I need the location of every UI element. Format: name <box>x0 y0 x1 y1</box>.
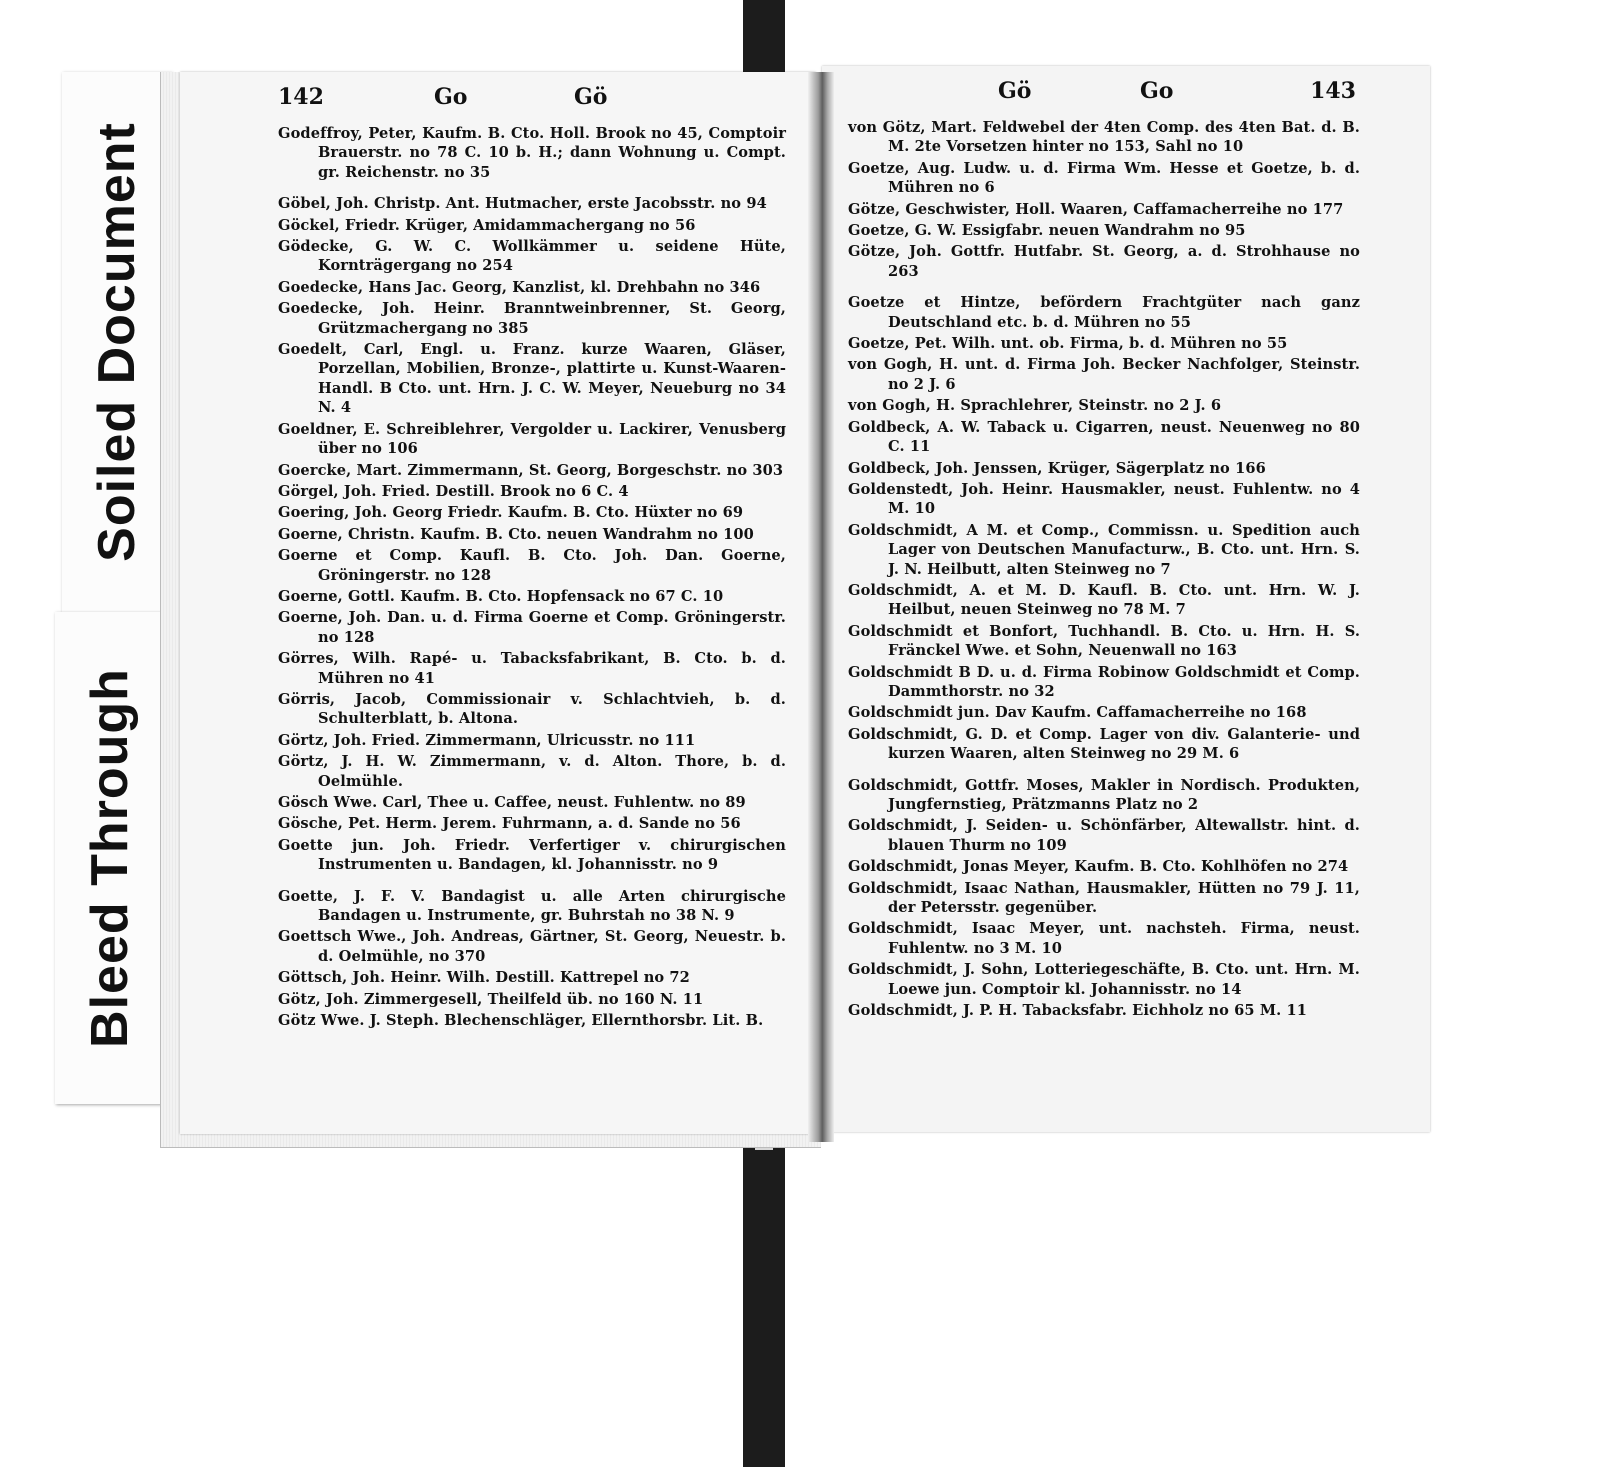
directory-entry: Goetze, Pet. Wilh. unt. ob. Firma, b. d. Mühren no 55 <box>848 335 1288 353</box>
soiled-document-text: Soiled Document <box>88 122 146 562</box>
right-entry-list <box>848 118 1360 1020</box>
binding-strip-bottom <box>743 1142 785 1467</box>
directory-entry: Goldschmidt, Isaac Nathan, Hausmakler, Hütten no 79 J. 11, der Petersstr. gegenüber. <box>848 879 1360 917</box>
bleed-through-label <box>55 612 165 1104</box>
directory-entry: Goedecke, Hans Jac. Georg, Kanzlist, kl. Drehbahn no 346 <box>278 278 761 296</box>
directory-entry: Goldschmidt, A M. et Comp., Commissn. u. Spedition auch Lager von Deutschen Manufacturw., B. Cto. unt. Hrn. S. J. N. Heilbutt, alten Steinweg no 7 <box>848 521 1360 578</box>
directory-entry: Goldschmidt et Bonfort, Tuchhandl. B. Cto. u. Hrn. H. S. Fränckel Wwe. et Sohn, Neuenwall no 163 <box>848 622 1360 660</box>
directory-entry: Götze, Joh. Gottfr. Hutfabr. St. Georg, a. d. Strohhause no 263 <box>848 243 1360 280</box>
directory-entry: Görris, Jacob, Commissionair v. Schlachtvieh, b. d. Schulterblatt, b. Altona. <box>278 690 786 728</box>
bleed-through-text: Bleed Through <box>81 668 139 1048</box>
right-page-number: 143 <box>1310 78 1356 104</box>
left-page-content <box>278 84 786 1032</box>
directory-entry: Godeffroy, Peter, Kaufm. B. Cto. Holl. Brook no 45, Comptoir Brauerstr. no 78 C. 10 b. H.; dann Wohnung u. Compt. gr. Reichenstr. no 35 <box>278 125 786 181</box>
left-entry-list <box>278 124 786 1030</box>
left-page-number: 142 <box>278 84 324 110</box>
directory-entry: Goette, J. F. V. Bandagist u. alle Arten chirurgische Bandagen u. Instrumente, gr. Buhrstah no 38 N. 9 <box>278 887 786 925</box>
directory-entry: Götz, Joh. Zimmergesell, Theilfeld üb. no 160 N. 11 <box>278 990 704 1008</box>
directory-entry: Goerne, Joh. Dan. u. d. Firma Goerne et Comp. Gröningerstr. no 128 <box>278 609 786 646</box>
left-running-head <box>278 84 786 124</box>
directory-entry: Goerne, Christn. Kaufm. B. Cto. neuen Wandrahm no 100 <box>278 525 754 543</box>
soiled-document-label <box>62 72 172 612</box>
left-head-letters-1: Go <box>434 84 468 110</box>
directory-entry: Goettsch Wwe., Joh. Andreas, Gärtner, St. Georg, Neuestr. b. d. Oelmühle, no 370 <box>278 928 786 965</box>
directory-entry: Goetze, Aug. Ludw. u. d. Firma Wm. Hesse et Goetze, b. d. Mühren no 6 <box>848 159 1360 197</box>
directory-entry: von Gogh, H. unt. d. Firma Joh. Becker Nachfolger, Steinstr. no 2 J. 6 <box>848 356 1360 393</box>
left-head-letters-2: Gö <box>574 84 608 110</box>
directory-entry: Göttsch, Joh. Heinr. Wilh. Destill. Kattrepel no 72 <box>278 969 690 987</box>
directory-entry: Goering, Joh. Georg Friedr. Kaufm. B. Cto. Hüxter no 69 <box>278 504 744 522</box>
directory-entry: Gösche, Pet. Herm. Jerem. Fuhrmann, a. d. Sande no 56 <box>278 815 741 833</box>
directory-entry: Goldbeck, A. W. Taback u. Cigarren, neust. Neuenweg no 80 C. 11 <box>848 418 1360 456</box>
directory-entry: Goetze et Hintze, befördern Frachtgüter nach ganz Deutschland etc. b. d. Mühren no 55 <box>848 294 1360 331</box>
directory-entry: Goldschmidt, Jonas Meyer, Kaufm. B. Cto. Kohlhöfen no 274 <box>848 858 1349 876</box>
directory-entry: Goldschmidt, Isaac Meyer, unt. nachsteh. Firma, neust. Fuhlentw. no 3 M. 10 <box>848 920 1360 957</box>
directory-entry: Görgel, Joh. Fried. Destill. Brook no 6 C. 4 <box>278 482 629 500</box>
directory-entry: Göckel, Friedr. Krüger, Amidammachergang no 56 <box>278 216 696 234</box>
right-running-head <box>848 78 1360 118</box>
directory-entry: von Götz, Mart. Feldwebel der 4ten Comp. des 4ten Bat. d. B. M. 2te Vorsetzen hinter no 153, Sahl no 10 <box>848 119 1360 156</box>
book-gutter <box>808 72 834 1142</box>
directory-entry: Götze, Geschwister, Holl. Waaren, Caffamacherreihe no 177 <box>848 200 1344 218</box>
directory-entry: Goldschmidt, J. P. H. Tabacksfabr. Eichholz no 65 M. 11 <box>848 1002 1307 1020</box>
directory-entry: Goldschmidt, J. Seiden- u. Schönfärber, Altewallstr. hint. d. blauen Thurm no 109 <box>848 817 1360 854</box>
directory-entry: Göbel, Joh. Christp. Ant. Hutmacher, erste Jacobsstr. no 94 <box>278 195 767 213</box>
directory-entry: Goldbeck, Joh. Jenssen, Krüger, Sägerplatz no 166 <box>848 459 1266 477</box>
directory-entry: Goetze, G. W. Essigfabr. neuen Wandrahm no 95 <box>848 222 1246 240</box>
directory-entry: Goercke, Mart. Zimmermann, St. Georg, Borgeschstr. no 303 <box>278 461 784 479</box>
directory-entry: Goerne, Gottl. Kaufm. B. Cto. Hopfensack no 67 C. 10 <box>278 587 724 605</box>
directory-entry: Goldschmidt B D. u. d. Firma Robinow Goldschmidt et Comp. Dammthorstr. no 32 <box>848 663 1360 700</box>
directory-entry: Goldschmidt jun. Dav Kaufm. Caffamacherreihe no 168 <box>848 704 1307 722</box>
directory-entry: Goedecke, Joh. Heinr. Branntweinbrenner, St. Georg, Grützmachergang no 385 <box>278 300 786 337</box>
directory-entry: Goedelt, Carl, Engl. u. Franz. kurze Waaren, Gläser, Porzellan, Mobilien, Bronze-, plattirte u. Kunst-Waaren-Handl. B Cto. unt. Hrn. J. C. W. Meyer, Neueburg no 34 N. 4 <box>278 341 786 417</box>
directory-entry: von Gogh, H. Sprachlehrer, Steinstr. no 2 J. 6 <box>848 397 1222 415</box>
right-head-letters-2: Go <box>1140 78 1174 104</box>
directory-entry: Goldschmidt, J. Sohn, Lotteriegeschäfte, B. Cto. unt. Hrn. M. Loewe jun. Comptoir kl. Johannisstr. no 14 <box>848 961 1360 998</box>
directory-entry: Goldschmidt, Gottfr. Moses, Makler in Nordisch. Produkten, Jungfernstieg, Prätzmanns Platz no 2 <box>848 776 1360 813</box>
right-page-content <box>848 78 1360 1022</box>
binding-strip-top <box>743 0 785 78</box>
directory-entry: Görtz, J. H. W. Zimmermann, v. d. Alton. Thore, b. d. Oelmühle. <box>278 753 786 790</box>
directory-entry: Görres, Wilh. Rapé- u. Tabacksfabrikant, B. Cto. b. d. Mühren no 41 <box>278 650 786 687</box>
directory-entry: Goldenstedt, Joh. Heinr. Hausmakler, neust. Fuhlentw. no 4 M. 10 <box>848 480 1360 518</box>
directory-entry: Goldschmidt, A. et M. D. Kaufl. B. Cto. unt. Hrn. W. J. Heilbut, neuen Steinweg no 78 M. 7 <box>848 581 1360 619</box>
directory-entry: Gösch Wwe. Carl, Thee u. Caffee, neust. Fuhlentw. no 89 <box>278 794 746 811</box>
directory-entry: Goerne et Comp. Kaufl. B. Cto. Joh. Dan. Goerne, Gröningerstr. no 128 <box>278 547 786 584</box>
directory-entry: Gödecke, G. W. C. Wollkämmer u. seidene Hüte, Kornträgergang no 254 <box>278 238 786 275</box>
directory-entry: Goeldner, E. Schreiblehrer, Vergolder u. Lackirer, Venusberg über no 106 <box>278 420 786 458</box>
directory-entry: Götz Wwe. J. Steph. Blechenschläger, Ellernthorsbr. Lit. B. <box>278 1012 764 1030</box>
directory-entry: Goette jun. Joh. Friedr. Verfertiger v. chirurgischen Instrumenten u. Bandagen, kl. Johannisstr. no 9 <box>278 836 786 874</box>
right-head-letters-1: Gö <box>998 78 1032 104</box>
directory-entry: Goldschmidt, G. D. et Comp. Lager von div. Galanterie- und kurzen Waaren, alten Steinweg no 29 M. 6 <box>848 725 1360 763</box>
directory-entry: Görtz, Joh. Fried. Zimmermann, Ulricusstr. no 111 <box>278 731 696 749</box>
